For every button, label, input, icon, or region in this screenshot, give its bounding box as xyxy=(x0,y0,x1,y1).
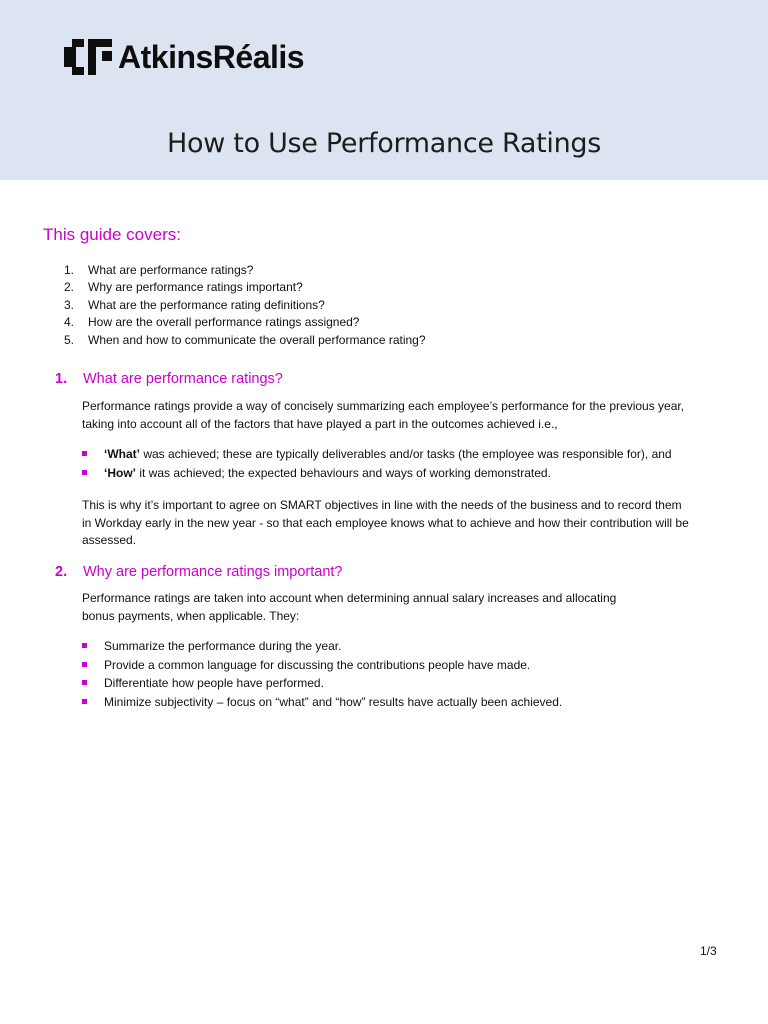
page-number: 1/3 xyxy=(700,944,717,958)
bullet-text: Provide a common language for discussing the contributions people have made. xyxy=(104,657,531,672)
section-number: 2. xyxy=(55,564,68,580)
section-title: What are performance ratings? xyxy=(83,371,283,387)
section-number: 1. xyxy=(55,371,68,387)
bullet-item xyxy=(82,464,672,483)
bullet-item xyxy=(82,637,562,656)
bullet-square-icon xyxy=(82,699,87,704)
list-item xyxy=(64,279,426,296)
list-item xyxy=(64,262,426,279)
text-line: Performance ratings provide a way of concisely summarizing each employee’s performance for the previous year, xyxy=(82,399,685,413)
section-title: Why are performance ratings important? xyxy=(83,564,343,580)
section-1-paragraph-2 xyxy=(82,497,722,550)
list-text: How are the overall performance ratings assigned? xyxy=(88,315,360,330)
bullet-text xyxy=(104,464,551,483)
list-item xyxy=(64,314,426,331)
section-1-bullets xyxy=(82,445,672,482)
list-number: 5. xyxy=(64,332,75,347)
list-item xyxy=(64,297,426,314)
bullet-item xyxy=(82,445,672,464)
logo-mark-icon xyxy=(62,37,114,77)
bullet-item xyxy=(82,693,562,712)
section-2-paragraph xyxy=(82,590,722,625)
list-text: What are the performance rating definitions? xyxy=(88,297,325,312)
bullet-rest: it was achieved; the expected behaviours and ways of working demonstrated. xyxy=(136,465,551,480)
bullet-item xyxy=(82,674,562,693)
text-line: taking into account all of the factors that have played a part in the outcomes achieved i.e., xyxy=(82,416,558,431)
bullet-square-icon xyxy=(82,680,87,685)
text-line: This is why it’s important to agree on SMART objectives in line with the needs of the business and to record them xyxy=(82,498,682,512)
text-line: assessed. xyxy=(82,533,137,548)
bullet-text: Differentiate how people have performed. xyxy=(104,676,324,691)
bullet-text: Summarize the performance during the year. xyxy=(104,639,342,653)
guide-list xyxy=(64,262,426,349)
section-2-bullets xyxy=(82,637,562,712)
brand-logo xyxy=(62,37,304,77)
section-1-paragraph xyxy=(82,398,722,433)
bullet-item xyxy=(82,656,562,675)
bullet-square-icon xyxy=(82,643,87,648)
logo-wordmark: AtkinsRéalis xyxy=(118,39,305,75)
bullet-bold: ‘How’ xyxy=(104,465,136,480)
section-2-heading xyxy=(55,564,343,580)
list-item xyxy=(64,332,426,349)
page-header xyxy=(0,0,768,180)
bullet-square-icon xyxy=(82,662,87,667)
guide-heading: This guide covers: xyxy=(43,225,181,244)
list-number: 1. xyxy=(64,263,75,277)
list-number: 4. xyxy=(64,315,75,330)
document-title: How to Use Performance Ratings xyxy=(167,128,601,159)
bullet-rest: was achieved; these are typically deliverables and/or tasks (the employee was responsible for), and xyxy=(140,447,672,461)
list-number: 2. xyxy=(64,280,75,295)
section-1-heading xyxy=(55,371,283,387)
text-line: in Workday early in the new year - so that each employee knows what to achieve and how their contribution will be xyxy=(82,515,689,530)
bullet-square-icon xyxy=(82,451,87,456)
list-text: What are performance ratings? xyxy=(88,263,254,277)
bullet-text xyxy=(104,445,672,464)
list-text: Why are performance ratings important? xyxy=(88,280,303,295)
text-line: bonus payments, when applicable. They: xyxy=(82,608,300,623)
list-number: 3. xyxy=(64,297,75,312)
text-line: Performance ratings are taken into account when determining annual salary increases and allocating xyxy=(82,591,617,605)
bullet-bold: ‘What’ xyxy=(104,447,140,461)
bullet-text: Minimize subjectivity – focus on “what” and “how” results have actually been achieved. xyxy=(104,695,563,710)
bullet-square-icon xyxy=(82,470,87,475)
list-text: When and how to communicate the overall performance rating? xyxy=(88,332,426,347)
